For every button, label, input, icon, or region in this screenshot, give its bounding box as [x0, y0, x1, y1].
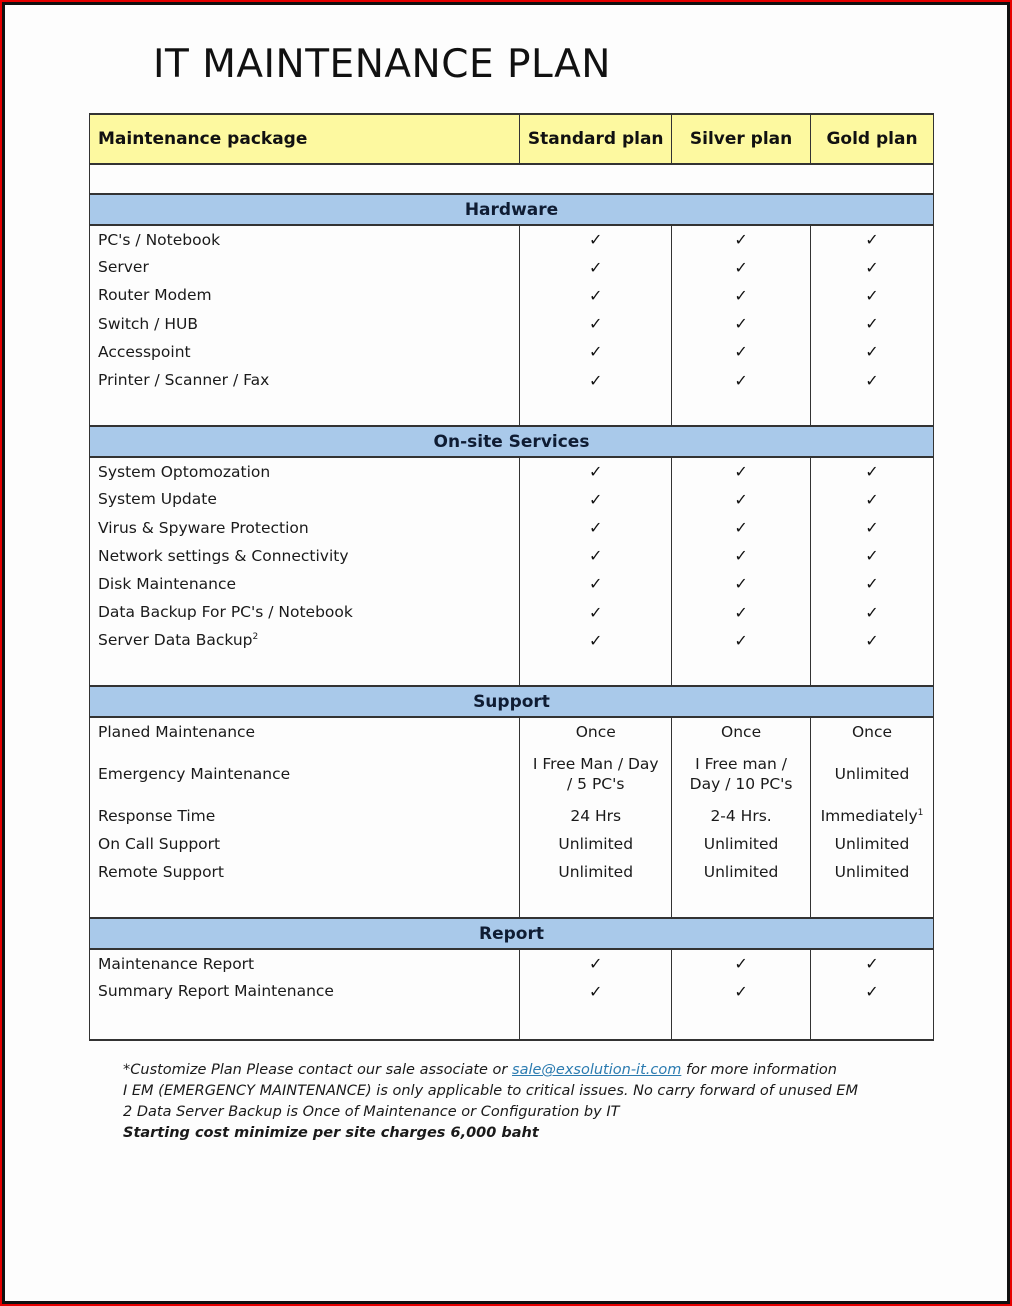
- row-label: Accesspoint: [90, 338, 520, 366]
- table-header-row: [90, 114, 934, 164]
- table-row: [90, 225, 934, 253]
- check-icon: ✓: [672, 281, 811, 309]
- table-row: [90, 977, 934, 1005]
- check-icon: ✓: [672, 949, 811, 977]
- row-label: PC's / Notebook: [90, 225, 520, 253]
- check-icon: ✓: [520, 542, 672, 570]
- section-report: Report: [90, 918, 934, 949]
- row-label: Planed Maintenance: [90, 717, 520, 745]
- table-row: [90, 626, 934, 654]
- cell-value: Once: [811, 717, 934, 745]
- note-customize: *Customize Plan Please contact our sale associate or sale@exsolution-it.com for more information: [123, 1062, 837, 1078]
- footnotes: [123, 1060, 858, 1144]
- cell-value: I Free Man / Day / 5 PC's: [520, 746, 672, 802]
- check-icon: ✓: [811, 366, 934, 394]
- check-icon: ✓: [672, 338, 811, 366]
- row-label: Summary Report Maintenance: [90, 977, 520, 1005]
- check-icon: ✓: [520, 485, 672, 513]
- cell-value: Unlimited: [672, 830, 811, 858]
- cell-value: Unlimited: [672, 858, 811, 886]
- check-icon: ✓: [672, 598, 811, 626]
- check-icon: ✓: [811, 457, 934, 485]
- note-backup: 2 Data Server Backup is Once of Maintenance or Configuration by IT: [123, 1104, 620, 1120]
- row-label: Response Time: [90, 802, 520, 830]
- check-icon: ✓: [672, 457, 811, 485]
- cell-value: Unlimited: [811, 830, 934, 858]
- check-icon: ✓: [520, 570, 672, 598]
- table-row: [90, 746, 934, 802]
- cell-value: Unlimited: [811, 746, 934, 802]
- blank-row: [90, 164, 934, 194]
- check-icon: ✓: [811, 626, 934, 654]
- table-row: [90, 949, 934, 977]
- table-row: [90, 338, 934, 366]
- check-icon: ✓: [520, 598, 672, 626]
- header-gold-plan: Gold plan: [811, 114, 934, 164]
- table-row: [90, 366, 934, 394]
- check-icon: ✓: [520, 949, 672, 977]
- row-label: Network settings & Connectivity: [90, 542, 520, 570]
- row-label: Remote Support: [90, 858, 520, 886]
- row-label: On Call Support: [90, 830, 520, 858]
- check-icon: ✓: [672, 310, 811, 338]
- check-icon: ✓: [672, 253, 811, 281]
- cell-value: Once: [520, 717, 672, 745]
- spacer-row: [90, 886, 934, 918]
- table-row: [90, 717, 934, 745]
- spacer-row: [90, 394, 934, 426]
- check-icon: ✓: [811, 225, 934, 253]
- check-icon: ✓: [672, 514, 811, 542]
- table-row: [90, 598, 934, 626]
- check-icon: ✓: [520, 225, 672, 253]
- header-maintenance-package: Maintenance package: [90, 114, 520, 164]
- row-label: Emergency Maintenance: [90, 746, 520, 802]
- table-row: [90, 457, 934, 485]
- note-starting-cost: Starting cost minimize per site charges 6,000 baht: [123, 1125, 539, 1141]
- check-icon: ✓: [520, 366, 672, 394]
- footnote-marker: 2: [252, 632, 259, 643]
- footnote-marker: 1: [917, 807, 924, 818]
- table-row: [90, 310, 934, 338]
- check-icon: ✓: [672, 225, 811, 253]
- cell-value: Immediately$^1$: [811, 802, 934, 830]
- table-row: [90, 485, 934, 513]
- section-hardware: Hardware: [90, 194, 934, 225]
- table-row: [90, 830, 934, 858]
- note-emergency: I EM (EMERGENCY MAINTENANCE) is only applicable to critical issues. No carry forward of unused EM: [123, 1083, 858, 1099]
- check-icon: ✓: [520, 253, 672, 281]
- check-icon: ✓: [811, 338, 934, 366]
- check-icon: ✓: [811, 598, 934, 626]
- cell-value: Unlimited: [520, 830, 672, 858]
- check-icon: ✓: [672, 542, 811, 570]
- check-icon: ✓: [811, 949, 934, 977]
- cell-value: 24 Hrs: [520, 802, 672, 830]
- check-icon: ✓: [672, 977, 811, 1005]
- spacer-row: [90, 654, 934, 686]
- row-label: Server: [90, 253, 520, 281]
- check-icon: ✓: [520, 626, 672, 654]
- maintenance-plan-table: [89, 113, 934, 1041]
- check-icon: ✓: [520, 457, 672, 485]
- check-icon: ✓: [672, 485, 811, 513]
- row-label: Server Data Backup$^2$: [90, 626, 520, 654]
- row-label: Maintenance Report: [90, 949, 520, 977]
- check-icon: ✓: [520, 281, 672, 309]
- check-icon: ✓: [811, 281, 934, 309]
- row-label: System Optomozation: [90, 457, 520, 485]
- section-onsite-services: On-site Services: [90, 426, 934, 457]
- page-title: IT MAINTENANCE PLAN: [153, 42, 611, 87]
- cell-value: Once: [672, 717, 811, 745]
- table-row: [90, 514, 934, 542]
- table-row: [90, 570, 934, 598]
- row-label: Data Backup For PC's / Notebook: [90, 598, 520, 626]
- cell-value: Unlimited: [811, 858, 934, 886]
- section-support: Support: [90, 686, 934, 717]
- table-row: [90, 858, 934, 886]
- check-icon: ✓: [811, 542, 934, 570]
- table-row: [90, 802, 934, 830]
- row-label: Printer / Scanner / Fax: [90, 366, 520, 394]
- check-icon: ✓: [672, 626, 811, 654]
- table-row: [90, 281, 934, 309]
- check-icon: ✓: [520, 977, 672, 1005]
- check-icon: ✓: [520, 310, 672, 338]
- row-label: Router Modem: [90, 281, 520, 309]
- check-icon: ✓: [672, 366, 811, 394]
- row-label: Switch / HUB: [90, 310, 520, 338]
- row-label: Virus & Spyware Protection: [90, 514, 520, 542]
- check-icon: ✓: [811, 570, 934, 598]
- cell-value: I Free man / Day / 10 PC's: [672, 746, 811, 802]
- spacer-row: [90, 1006, 934, 1040]
- row-label: Disk Maintenance: [90, 570, 520, 598]
- table-row: [90, 542, 934, 570]
- check-icon: ✓: [811, 977, 934, 1005]
- check-icon: ✓: [811, 514, 934, 542]
- table-row: [90, 253, 934, 281]
- header-standard-plan: Standard plan: [520, 114, 672, 164]
- header-silver-plan: Silver plan: [672, 114, 811, 164]
- check-icon: ✓: [520, 514, 672, 542]
- check-icon: ✓: [811, 485, 934, 513]
- check-icon: ✓: [520, 338, 672, 366]
- row-label: System Update: [90, 485, 520, 513]
- sales-email-link[interactable]: sale@exsolution-it.com: [512, 1062, 682, 1078]
- check-icon: ✓: [811, 310, 934, 338]
- check-icon: ✓: [811, 253, 934, 281]
- cell-value: Unlimited: [520, 858, 672, 886]
- cell-value: 2-4 Hrs.: [672, 802, 811, 830]
- check-icon: ✓: [672, 570, 811, 598]
